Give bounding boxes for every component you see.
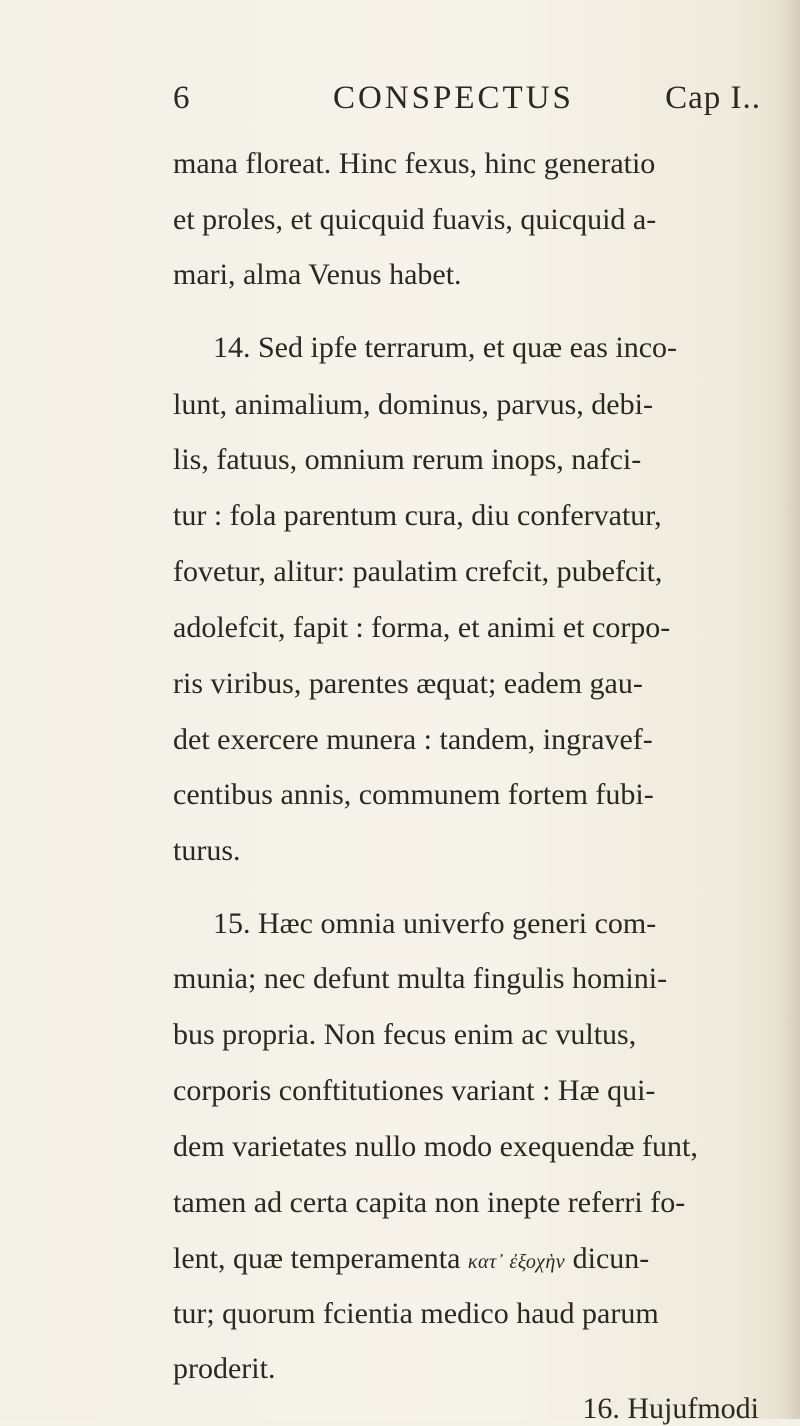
chapter-label: Cap I.. (665, 80, 761, 116)
text-line: turus. (173, 834, 241, 867)
paragraph-15-start: 15. Hæc omnia univerfo generi com- (213, 907, 657, 940)
text-line: centibus annis, communem fortem fubi- (173, 778, 654, 811)
running-header (173, 80, 761, 126)
text-line: proderit. (173, 1352, 276, 1385)
text-line: ris viribus, parentes æquat; eadem gau- (173, 667, 643, 700)
text-line: corporis conftitutiones variant : Hæ qui- (173, 1074, 656, 1107)
paragraph-14-start: 14. Sed ipfe terrarum, et quæ eas inco- (213, 331, 678, 364)
running-title: CONSPECTUS (333, 80, 574, 116)
text-line: lis, fatuus, omnium rerum inops, nafci- (173, 443, 642, 476)
text-line: tur; quorum fcientia medico haud parum (173, 1297, 659, 1330)
text-line: fovetur, alitur: paulatim crefcit, pubefcit, (173, 555, 663, 588)
text-line: tur : fola parentum cura, diu confervatur, (173, 499, 662, 532)
text-line: dem varietates nullo modo exequendæ funt, (173, 1130, 698, 1163)
text-line: mari, alma Venus habet. (173, 258, 462, 291)
page-edge-shadow (778, 0, 800, 1419)
text-line: lunt, animalium, dominus, parvus, debi- (173, 388, 653, 421)
page-number: 6 (173, 80, 191, 116)
text-line: tamen ad certa capita non inepte referri fo- (173, 1186, 686, 1219)
text-line: bus propria. Non fecus enim ac vultus, (173, 1018, 637, 1051)
text-line: det exercere munera : tandem, ingravef- (173, 723, 653, 756)
text-line: adolefcit, fapit : forma, et animi et corpo- (173, 611, 671, 644)
text-line (173, 1242, 649, 1276)
text-line: et proles, et quicquid fuavis, quicquid a- (173, 203, 657, 236)
text-segment: dicun- (572, 1242, 650, 1275)
greek-phrase: κατ᾽ ἐξοχὴν (467, 1251, 566, 1273)
text-line: munia; nec defunt multa fingulis homini- (173, 962, 668, 995)
catchword: 16. Hujufmodi (582, 1392, 759, 1425)
text-line: mana floreat. Hinc fexus, hinc generatio (173, 147, 656, 180)
text-segment: lent, quæ temperamenta (173, 1242, 461, 1275)
